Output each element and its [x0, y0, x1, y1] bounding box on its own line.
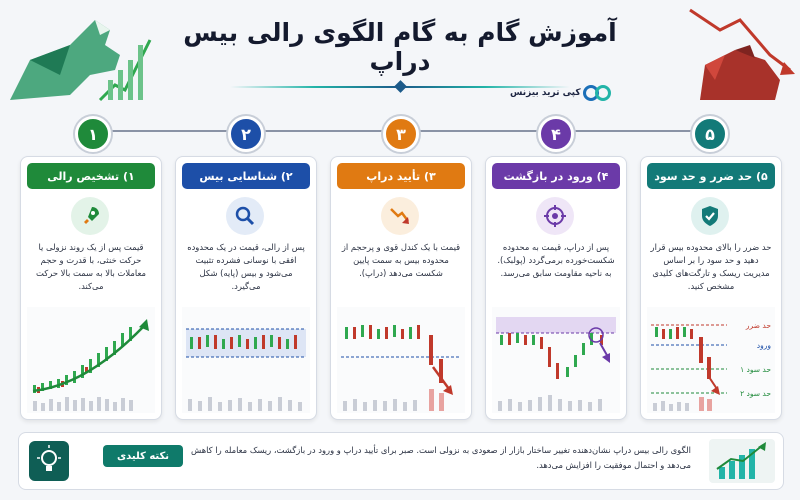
step-4-title: ۴) ورود در بازگشت [492, 163, 620, 189]
step-1-title: ۱) تشخیص رالی [27, 163, 155, 189]
step-card-1 [20, 156, 162, 420]
key-note-badge: نکته کلیدی [103, 445, 183, 467]
lightbulb-icon [29, 441, 69, 481]
rocket-icon [71, 197, 109, 235]
page-title: آموزش گام به گام الگوی رالی بیس دراپ [183, 18, 617, 76]
brand-name: کپی ترید بیزنس [510, 88, 581, 98]
step-card-4 [485, 156, 627, 420]
step-3-text: قیمت با یک کندل قوی و پرحجم از محدوده بیس به سمت پایین شکست می‌دهد (دراپ). [341, 242, 461, 278]
brand-logo-icon [582, 84, 612, 102]
step-4-chart [492, 307, 620, 413]
level-tp2-label: حد سود ۲ [740, 389, 771, 398]
step-2-chart [182, 307, 310, 413]
bear-illustration [680, 0, 800, 110]
step-3-chart [337, 307, 465, 413]
step-1-circle: ۱ [75, 116, 111, 152]
level-entry-label: ورود [756, 341, 771, 350]
step-1-chart [27, 307, 155, 413]
step-3-title: ۳) تأیید دراپ [337, 163, 465, 189]
step-card-3 [330, 156, 472, 420]
step-2-text: پس از رالی، قیمت در یک محدوده افقی با نوسانی فشرده تثبیت می‌شود و بیس (پایه) شکل می‌گیرد. [187, 242, 305, 291]
level-tp1-label: حد سود ۱ [740, 365, 771, 374]
magnifier-icon [226, 197, 264, 235]
growth-chart-icon [709, 439, 775, 483]
shield-check-icon [691, 197, 729, 235]
step-5-circle: ۵ [692, 116, 728, 152]
step-5-title: ۵) حد ضرر و حد سود [647, 163, 775, 189]
key-note-panel [18, 432, 784, 490]
trend-down-icon [381, 197, 419, 235]
step-5-chart [647, 307, 775, 413]
step-3-circle: ۳ [383, 116, 419, 152]
step-card-5 [640, 156, 782, 420]
step-4-text: پس از دراپ، قیمت به محدوده شکست‌خورده برمی‌گردد (پولبک). به ناحیه مقاومت سابق می‌رسد. [497, 242, 615, 278]
step-2-title: ۲) شناسایی بیس [182, 163, 310, 189]
step-5-text: حد ضرر را بالای محدوده بیس قرار دهید و حد سود را بر اساس مدیریت ریسک و تارگت‌های کلیدی مشخص کنید. [650, 242, 772, 291]
step-1-text: قیمت پس از یک روند نزولی یا حرکت خنثی، با قدرت و حجم معاملات بالا به سمت بالا حرکت می‌کند. [36, 242, 146, 291]
title-divider-diamond [394, 80, 407, 93]
step-card-2 [175, 156, 317, 420]
level-stop-label: حد ضرر [745, 321, 771, 330]
key-note-text: الگوی رالی بیس دراپ نشان‌دهنده تغییر ساختار بازار از صعودی به نزولی است. صبر برای تأیید دراپ و ورود در بازگشت، ریسک معامله را کاهش می‌دهد و احتمال موفقیت را افزایش می‌دهد. [191, 445, 691, 470]
target-icon [536, 197, 574, 235]
bull-illustration [0, 0, 160, 110]
step-2-circle: ۲ [228, 116, 264, 152]
step-4-circle: ۴ [538, 116, 574, 152]
